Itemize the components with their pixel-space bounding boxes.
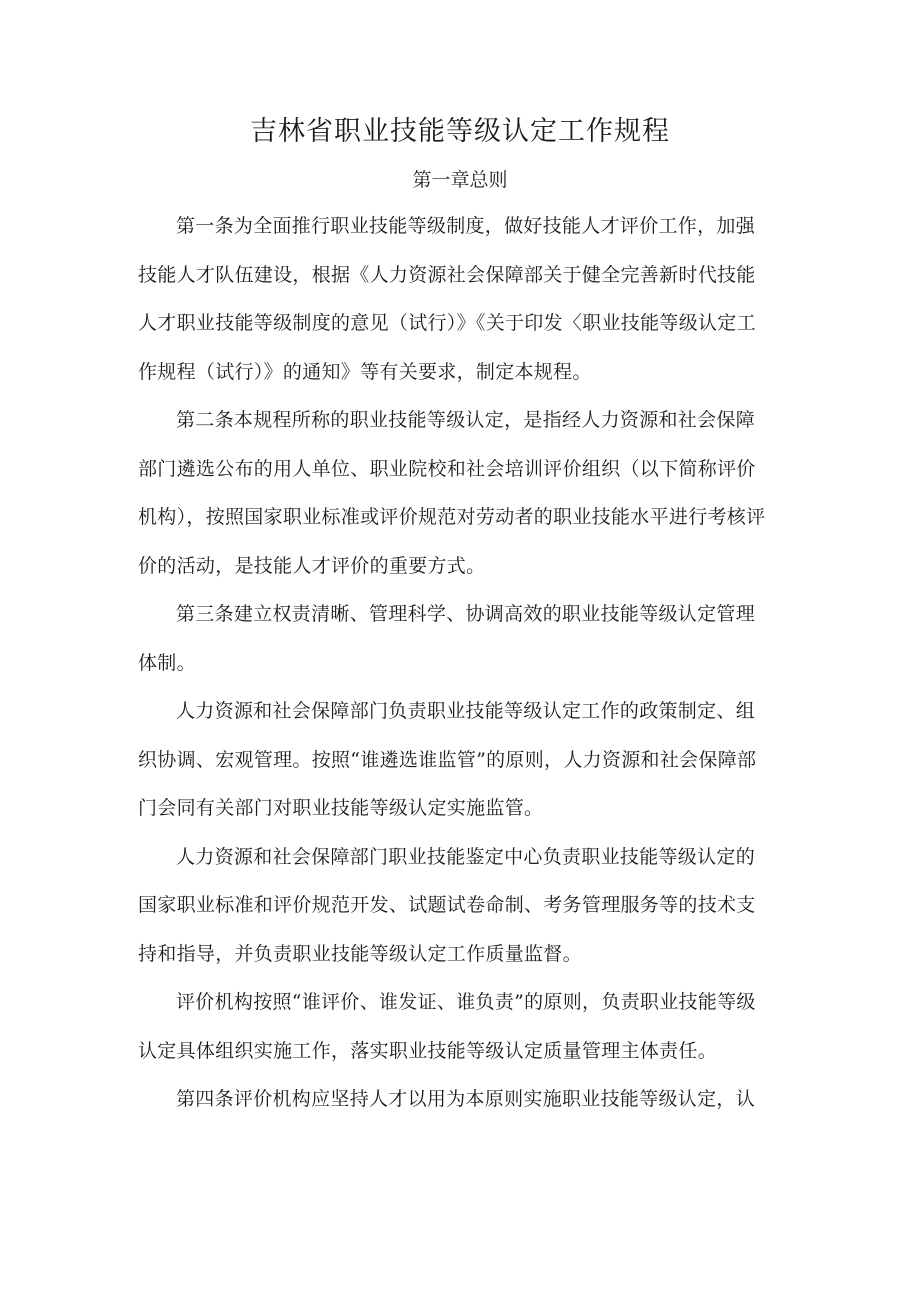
paragraph-hrss-role: 人力资源和社会保障部门负责职业技能等级认定工作的政策制定、组织协调、宏观管理。按照“谁遴选谁监管”的原则，人力资源和社会保障部门会同有关部门对职业技能等级认定实施监管。 xyxy=(138,700,757,819)
paragraph-article-2: 第二条本规程所称的职业技能等级认定，是指经人力资源和社会保障部门遴选公布的用人单位、职业院校和社会培训评价组织（以下简称评价机构），按照国家职业标准或评价规范对劳动者的职业技能水平进行考核评价的活动，是技能人才评价的重要方式。 xyxy=(138,409,766,577)
paragraph-appraisal-center-role: 人力资源和社会保障部门职业技能鉴定中心负责职业技能等级认定的国家职业标准和评价规范开发、试题试卷命制、考务管理服务等的技术支持和指导，并负责职业技能等级认定工作质量监督。 xyxy=(138,845,756,965)
paragraph-article-4: 第四条评价机构应坚持人才以用为本原则实施职业技能等级认定，认 xyxy=(176,1088,756,1110)
paragraph-evaluation-agency-role: 评价机构按照“谁评价、谁发证、谁负责”的原则，负责职业技能等级认定具体组织实施工作，落实职业技能等级认定质量管理主体责任。 xyxy=(138,991,756,1062)
chapter-heading: 第一章总则 xyxy=(412,169,508,191)
document-title: 吉林省职业技能等级认定工作规程 xyxy=(250,116,670,147)
document-body xyxy=(138,202,768,1124)
paragraph-article-3: 第三条建立权责清晰、管理科学、协调高效的职业技能等级认定管理体制。 xyxy=(138,603,756,674)
paragraph-article-1: 第一条为全面推行职业技能等级制度，做好技能人才评价工作，加强技能人才队伍建设，根据《人力资源社会保障部关于健全完善新时代技能人才职业技能等级制度的意见（试行）》《关于印发〈职业技能等级认定工作规程（试行）》的通知》等有关要求，制定本规程。 xyxy=(138,215,756,383)
